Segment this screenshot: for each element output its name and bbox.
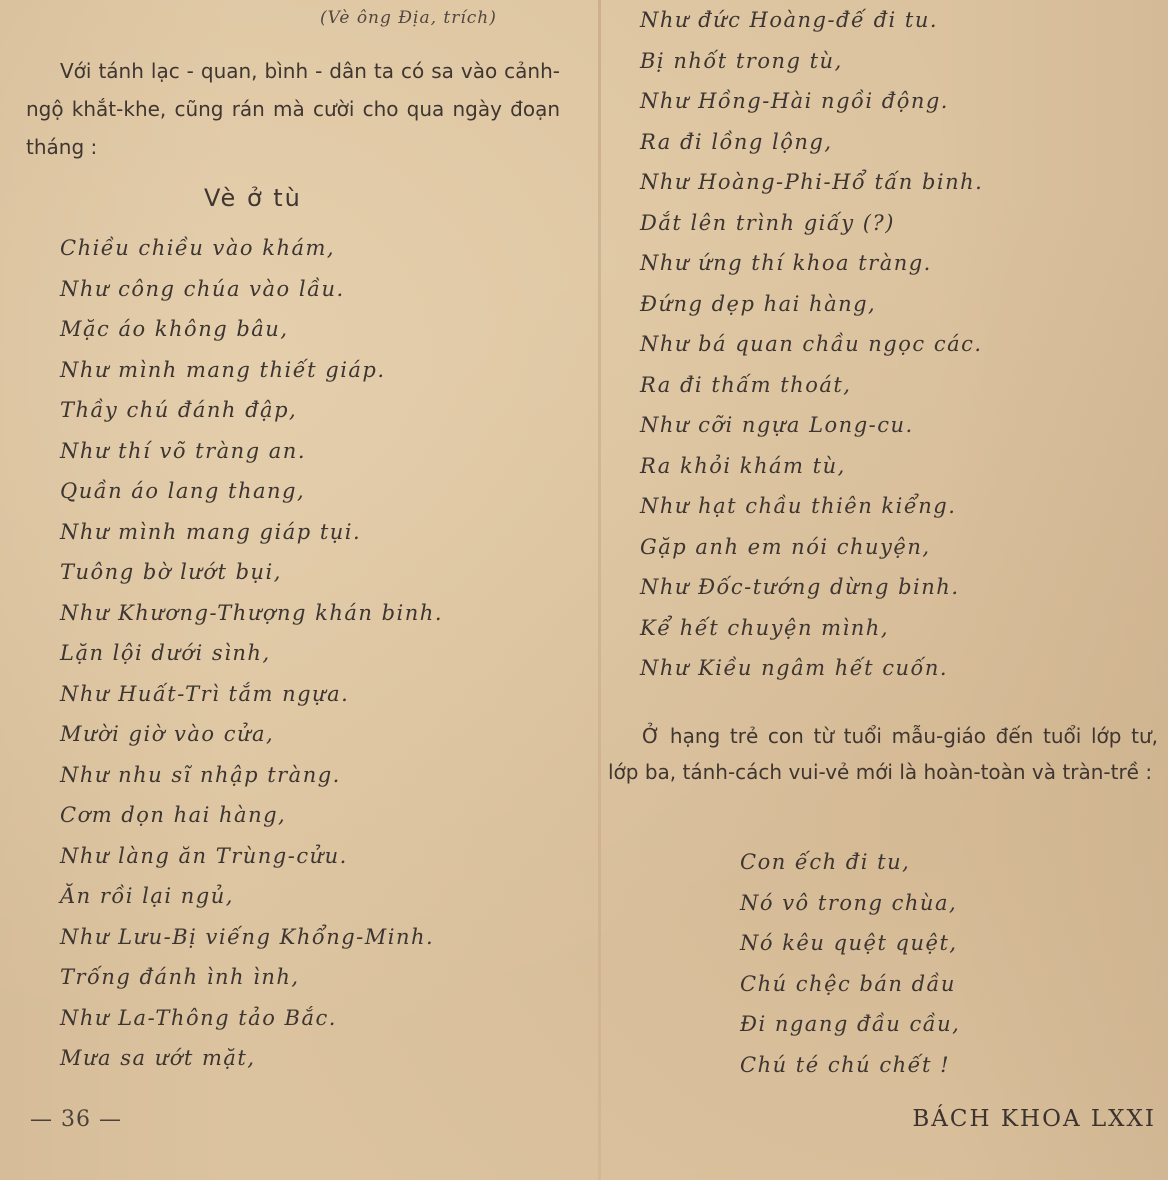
verse-line: Tuông bờ lướt bụi, (60, 560, 282, 584)
poem-title: Vè ở tù (204, 184, 302, 212)
verse-line: Dắt lên trình giấy (?) (640, 210, 895, 235)
verse-line: Như La-Thông tảo Bắc. (60, 1005, 337, 1030)
verse-line: Ra đi thấm thoát, (640, 372, 852, 397)
attribution: (Vè ông Địa, trích) (320, 8, 497, 28)
verse-line: Như Hồng-Hài ngồi động. (640, 89, 949, 113)
verse-line: Mặc áo không bâu, (60, 317, 289, 341)
verse-line: Như cỡi ngựa Long-cu. (640, 413, 914, 437)
verse-line: Như đức Hoàng-đế đi tu. (640, 8, 939, 32)
poem-verse-continued (640, 0, 983, 689)
verse-line: Kể hết chuyện mình, (640, 615, 889, 640)
verse-line: Như ứng thí khoa tràng. (640, 251, 932, 275)
page-number: — 36 — (30, 1107, 122, 1132)
verse-line: Chú chệc bán dầu (740, 971, 956, 996)
verse-line: Như công chúa vào lầu. (60, 276, 345, 301)
verse-line: Quần áo lang thang, (60, 479, 306, 503)
verse-line: Bị nhốt trong tù, (640, 48, 843, 73)
children-verse (740, 842, 960, 1085)
verse-line: Như Khương-Thượng khán binh. (60, 600, 443, 625)
verse-line: Như Hoàng-Phi-Hổ tấn binh. (640, 170, 984, 194)
verse-line: Đứng dẹp hai hàng, (640, 291, 877, 316)
verse-line: Như bá quan chầu ngọc các. (640, 332, 983, 356)
verse-line: Chiều chiều vào khám, (60, 236, 336, 260)
verse-line: Ăn rồi lại ngủ, (60, 884, 234, 908)
verse-line: Như mình mang giáp tụi. (60, 519, 362, 544)
verse-line: Trống đánh ình ình, (60, 965, 300, 989)
verse-line: Ra đi lồng lộng, (640, 129, 833, 154)
verse-line: Ra khỏi khám tù, (640, 453, 846, 478)
verse-line: Lặn lội dưới sình, (60, 641, 271, 665)
verse-line: Như Kiều ngâm hết cuốn. (640, 656, 949, 680)
verse-line: Mười giờ vào cửa, (60, 722, 275, 746)
verse-line: Như Đốc-tướng dừng binh. (640, 575, 960, 599)
verse-line: Như hạt chầu thiên kiểng. (640, 494, 957, 518)
poem-verse (60, 228, 443, 1079)
verse-line: Chú té chú chết ! (740, 1052, 951, 1077)
children-intro-paragraph: Ở hạng trẻ con từ tuổi mẫu-giáo đến tuổi lớp tư, lớp ba, tánh-cách vui-vẻ mới là hoàn-toàn và tràn-trề : (608, 724, 1158, 784)
verse-line: Con ếch đi tu, (740, 850, 911, 874)
verse-line: Gặp anh em nói chuyện, (640, 534, 931, 559)
verse-line: Như mình mang thiết giáp. (60, 357, 386, 382)
verse-line: Như Huất-Trì tắm ngựa. (60, 681, 350, 706)
verse-line: Nó kêu quệt quệt, (740, 931, 958, 955)
verse-line: Nó vô trong chùa, (740, 890, 958, 915)
verse-line: Thầy chú đánh đập, (60, 398, 298, 422)
verse-line: Mưa sa ướt mặt, (60, 1046, 256, 1070)
verse-line: Như nhu sĩ nhập tràng. (60, 762, 341, 787)
verse-line: Như làng ăn Trùng-cửu. (60, 843, 348, 868)
verse-line: Như thí võ tràng an. (60, 438, 306, 463)
intro-paragraph: Với tánh lạc - quan, bình - dân ta có sa vào cảnh-ngộ khắt-khe, cũng rán mà cười cho qua ngày đoạn tháng : (26, 59, 560, 159)
page-fold (598, 0, 601, 1180)
verse-line: Cơm dọn hai hàng, (60, 803, 287, 827)
verse-line: Như Lưu-Bị viếng Khổng-Minh. (60, 924, 435, 949)
verse-line: Đi ngang đầu cầu, (740, 1012, 961, 1036)
journal-name: BÁCH KHOA LXXI (912, 1106, 1156, 1132)
